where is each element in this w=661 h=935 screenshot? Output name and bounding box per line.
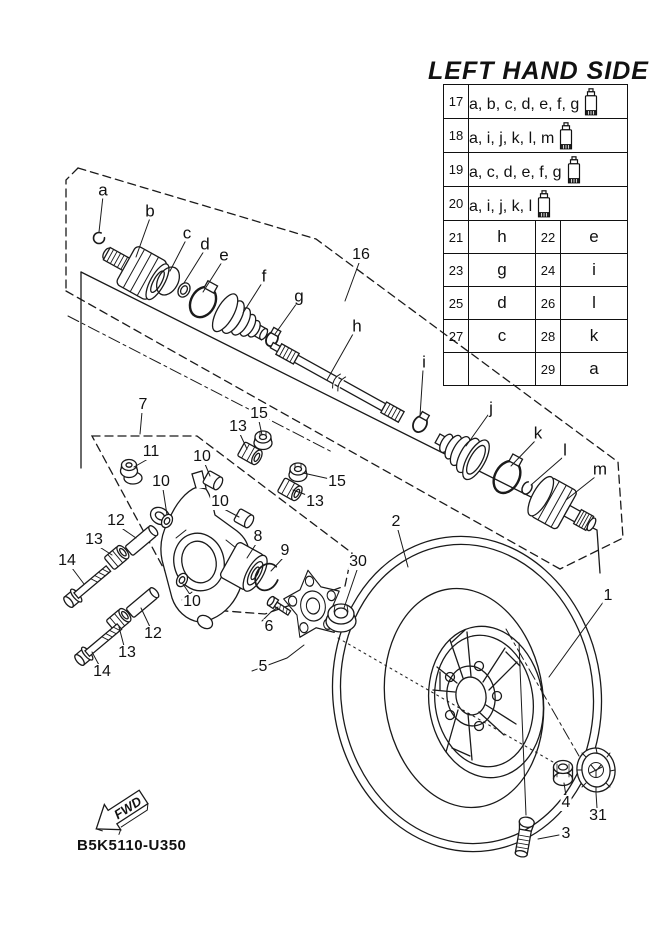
callout-d: d	[200, 234, 210, 254]
ref-number: 24	[536, 254, 561, 287]
table-row	[444, 187, 628, 221]
ref-number: 29	[536, 353, 561, 386]
callout-4: 4	[561, 794, 571, 811]
callout-1: 1	[603, 587, 613, 604]
reference-lines	[338, 638, 553, 815]
table-row	[444, 119, 628, 153]
wheel-cap-31	[574, 746, 618, 795]
ref-letter: c	[469, 320, 536, 353]
ref-number: 28	[536, 320, 561, 353]
callout-10: 10	[211, 493, 229, 510]
ref-number: 18	[444, 119, 469, 153]
callout-12: 12	[107, 512, 125, 529]
callout-3: 3	[561, 825, 571, 842]
callout-2: 2	[391, 513, 401, 530]
ref-letters: a, b, c, d, e, f, g	[469, 95, 580, 113]
callout-g: g	[294, 286, 304, 306]
callout-5: 5	[258, 658, 268, 675]
callout-m: m	[592, 459, 608, 479]
collar-12	[125, 524, 161, 618]
callout-14: 14	[58, 552, 76, 569]
ref-letter: a	[561, 353, 628, 386]
table-row	[444, 353, 628, 386]
ref-number: 17	[444, 85, 469, 119]
table-row	[444, 153, 628, 187]
grease-tube-icon	[567, 156, 581, 184]
outer-cv-joint-m	[523, 473, 605, 545]
callout-9: 9	[280, 542, 290, 559]
grease-tube-icon	[537, 190, 551, 218]
callout-c: c	[182, 223, 192, 243]
tire	[312, 519, 621, 869]
table-row	[444, 254, 628, 287]
callout-h: h	[352, 316, 362, 336]
ref-number: 21	[444, 221, 469, 254]
callout-e: e	[219, 245, 229, 265]
table-row	[444, 85, 628, 119]
empty-cell	[469, 353, 536, 386]
callout-j: j	[489, 398, 493, 418]
ref-number: 22	[536, 221, 561, 254]
callout-6: 6	[264, 618, 274, 635]
callout-14: 14	[93, 663, 111, 680]
ref-letters-cell	[469, 153, 628, 187]
ref-letters-cell	[469, 119, 628, 153]
ref-letter: g	[469, 254, 536, 287]
circlip-l	[520, 480, 534, 496]
callout-12: 12	[144, 625, 162, 642]
ref-letters: a, i, j, k, l	[469, 197, 533, 215]
callout-a: a	[98, 180, 108, 200]
callout-10: 10	[183, 593, 201, 610]
callout-16: 16	[352, 246, 370, 263]
callout-15: 15	[328, 473, 346, 490]
nut-washer-11	[121, 460, 143, 485]
page-title: LEFT HAND SIDE	[428, 57, 649, 85]
callout-15: 15	[250, 405, 268, 422]
table-row	[444, 221, 628, 254]
lug-nut-4	[554, 761, 573, 786]
ref-letters: a, c, d, e, f, g	[469, 163, 562, 181]
boot-band-i	[410, 410, 431, 434]
valve-stem-3	[513, 816, 535, 858]
ref-number: 27	[444, 320, 469, 353]
brand-emblem	[589, 763, 604, 778]
callout-i: i	[422, 352, 426, 372]
callout-30: 30	[349, 553, 367, 570]
ref-number: 25	[444, 287, 469, 320]
ref-letters-cell	[469, 187, 628, 221]
callout-13: 13	[306, 493, 324, 510]
callout-10: 10	[152, 473, 170, 490]
parts-reference-table	[443, 84, 628, 386]
grease-tube-icon	[559, 122, 573, 150]
ref-number: 20	[444, 187, 469, 221]
fwd-arrow-label: FWD	[111, 793, 145, 823]
callout-13: 13	[85, 531, 103, 548]
axle-nut-30	[326, 604, 356, 632]
ref-number: 19	[444, 153, 469, 187]
grease-tube-icon	[584, 88, 598, 116]
ref-letter: h	[469, 221, 536, 254]
callout-11: 11	[142, 443, 160, 460]
ref-letter: e	[561, 221, 628, 254]
callout-10: 10	[193, 448, 211, 465]
ref-letter: i	[561, 254, 628, 287]
callout-13: 13	[118, 644, 136, 661]
axle-shaft-h	[268, 338, 405, 424]
fwd-arrow	[88, 784, 154, 843]
table-row	[444, 320, 628, 353]
callout-b: b	[145, 201, 155, 221]
ref-letter: d	[469, 287, 536, 320]
ref-number: 23	[444, 254, 469, 287]
callout-f: f	[261, 266, 267, 286]
ref-letters-cell	[469, 85, 628, 119]
snap-ring-a	[94, 233, 105, 244]
inner-cv-joint-b	[93, 233, 174, 304]
ref-letters: a, i, j, k, l, m	[469, 129, 555, 147]
callout-7: 7	[138, 396, 148, 413]
table-row	[444, 287, 628, 320]
ref-letter: l	[561, 287, 628, 320]
callout-l: l	[563, 440, 567, 460]
callout-k: k	[533, 423, 543, 443]
diagram-code: B5K5110-U350	[77, 837, 187, 854]
ref-number: 26	[536, 287, 561, 320]
callout-31: 31	[589, 807, 607, 824]
callout-13: 13	[229, 418, 247, 435]
ref-letter: k	[561, 320, 628, 353]
callout-8: 8	[253, 528, 263, 545]
empty-cell	[444, 353, 469, 386]
